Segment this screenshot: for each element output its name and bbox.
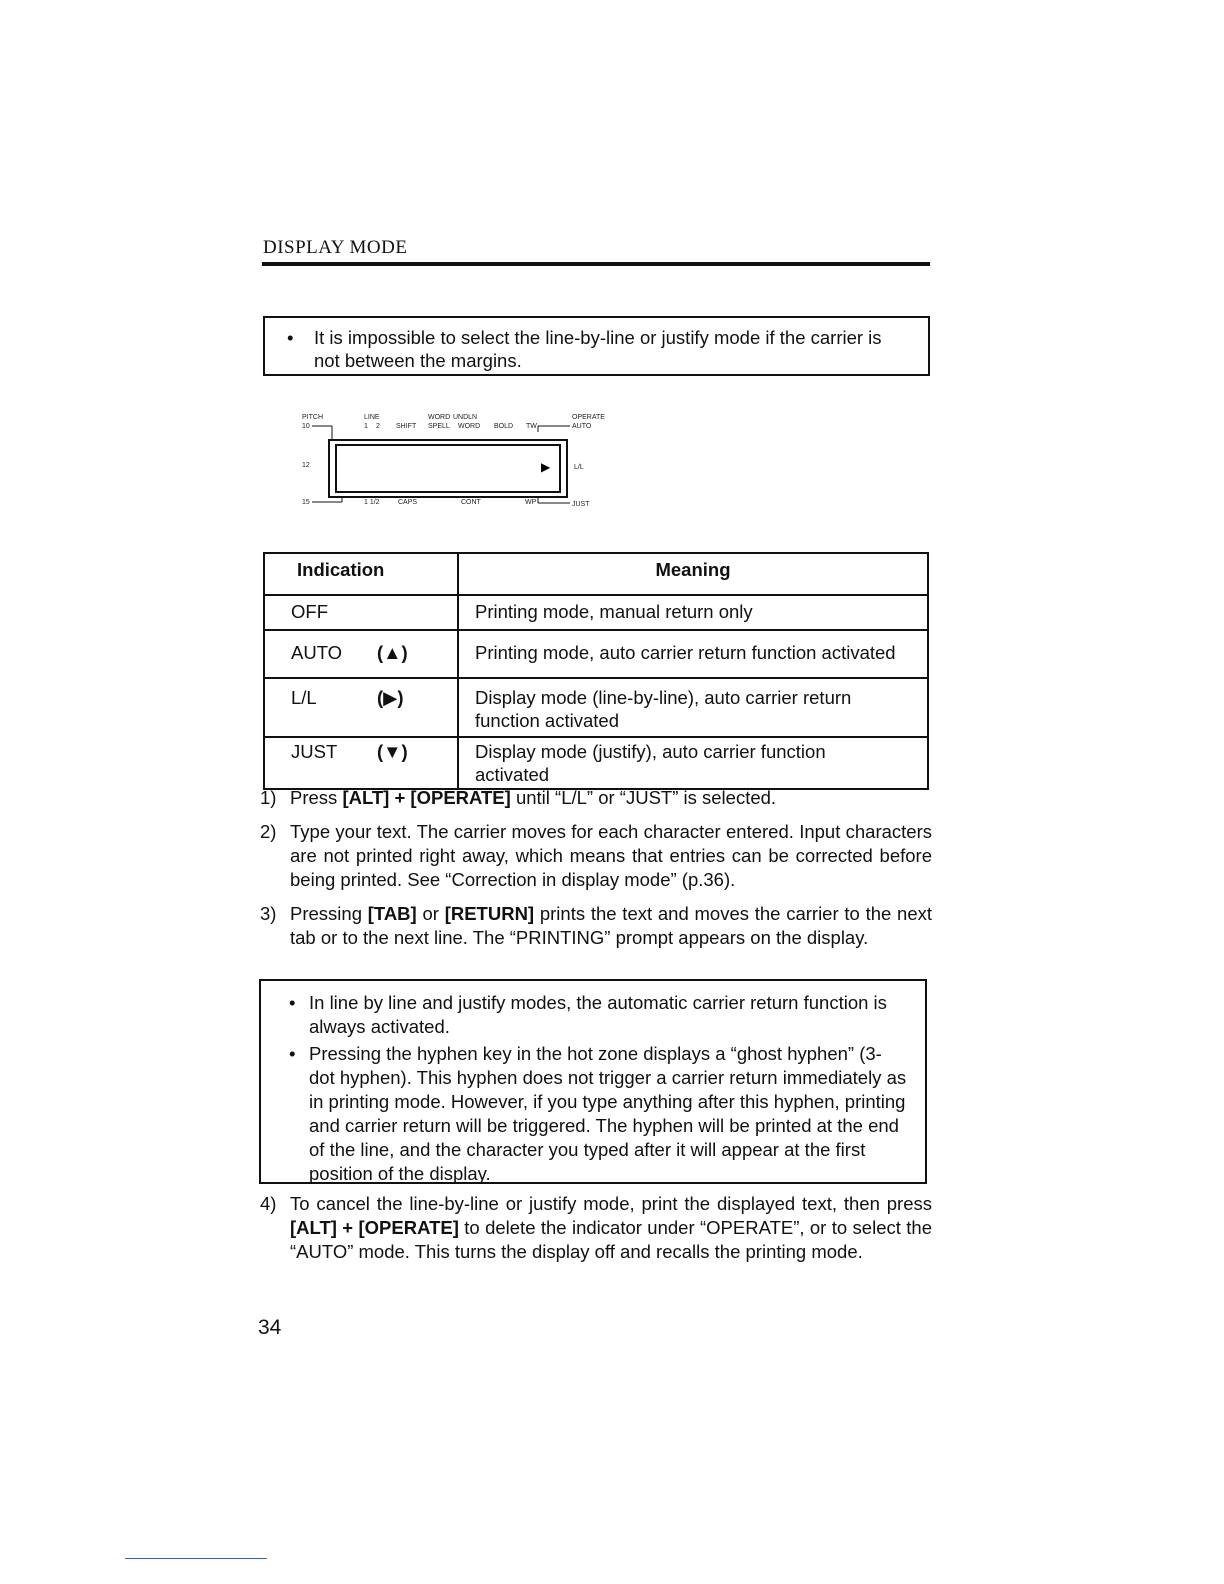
ll-triangle-icon: (▶): [377, 687, 404, 708]
indication-cell: [264, 595, 458, 630]
meaning-line: function activated: [475, 710, 619, 731]
step-text: Type your text. The carrier moves for each character entered. Input characters are not printed right away, which means that entries can be corrected before being printed. See “Correction in display mode” (p.36).: [290, 821, 932, 890]
note-item: [289, 991, 907, 1039]
panel-label-wp: WP: [525, 499, 537, 506]
panel-label-undln: UNDLN: [453, 414, 478, 421]
panel-label-auto: AUTO: [572, 423, 592, 430]
panel-label-shift: SHIFT: [396, 423, 417, 430]
bullet-icon: •: [287, 327, 294, 348]
meaning-line: Display mode (justify), auto carrier function: [475, 741, 826, 762]
table-row: [264, 678, 928, 737]
panel-label-cont: CONT: [461, 499, 481, 506]
panel-label-just: JUST: [572, 501, 590, 508]
bullet-icon: •: [289, 1043, 296, 1064]
indication-cell: [264, 678, 458, 737]
panel-label-bold: BOLD: [494, 423, 514, 430]
header-meaning: Meaning: [458, 553, 928, 595]
table-header-row: [264, 553, 928, 595]
panel-label-line: LINE: [364, 414, 380, 421]
step-number: 3): [260, 903, 277, 924]
header-rule: [262, 262, 930, 266]
display-screen: [328, 439, 568, 498]
step-text: until “L/L” or “JUST” is selected.: [510, 787, 777, 808]
indication-label: AUTO: [291, 642, 343, 663]
key-alt-operate: [ALT] + [OPERATE]: [290, 1217, 459, 1238]
panel-label-1: 1: [364, 423, 368, 430]
note-item: [287, 326, 916, 372]
panel-label-pitch: PITCH: [302, 414, 323, 421]
just-triangle-icon: (▼): [377, 741, 408, 762]
meaning-line: activated: [475, 764, 550, 785]
step-number: 1): [260, 787, 277, 808]
key-alt-operate: [ALT] + [OPERATE]: [342, 787, 511, 808]
meaning-cell: [458, 737, 928, 789]
steps-list-continued: [260, 1192, 932, 1274]
panel-label-15: 15: [302, 499, 310, 506]
indication-label: L/L: [291, 687, 317, 708]
display-screen-inner: [335, 444, 561, 493]
panel-label-operate: OPERATE: [572, 414, 605, 421]
indication-meaning-table: [263, 552, 929, 790]
indication-label: JUST: [291, 741, 338, 762]
meaning-line: Display mode (line-by-line), auto carrier return: [475, 687, 852, 708]
indication-label: OFF: [291, 601, 328, 622]
bullet-icon: •: [289, 992, 296, 1013]
step-text: Pressing: [290, 903, 368, 924]
panel-label-word: WORD: [428, 414, 451, 421]
panel-label-word2: WORD: [458, 423, 481, 430]
footer-rule: [125, 1558, 267, 1559]
step-1: [260, 786, 932, 810]
indication-cell: [264, 630, 458, 678]
note-box-margins: [263, 316, 930, 376]
meaning-cell: Printing mode, auto carrier return function activated: [458, 630, 928, 678]
panel-label-caps: CAPS: [398, 499, 418, 506]
note-box-display-modes: [259, 979, 927, 1184]
meaning-cell: Printing mode, manual return only: [458, 595, 928, 630]
note-line: not between the margins.: [314, 350, 522, 371]
key-return: [RETURN]: [444, 903, 535, 924]
meaning-cell: [458, 678, 928, 737]
step-number: 2): [260, 821, 277, 842]
step-2: [260, 820, 932, 892]
step-text: or: [416, 903, 445, 924]
note-item: [289, 1042, 907, 1186]
note-line: It is impossible to select the line-by-line or justify mode if the carrier is: [314, 327, 882, 348]
panel-label-1-1-2: 1 1/2: [364, 499, 380, 506]
panel-label-12: 12: [302, 462, 310, 469]
note-text: In line by line and justify modes, the automatic carrier return function is always activated.: [309, 992, 887, 1037]
table-row: [264, 630, 928, 678]
step-text: To cancel the line-by-line or justify mode, print the displayed text, then press: [290, 1193, 932, 1214]
step-text: prints the text and moves the carrier to the next tab or to the next line. The “PRINTING” prompt appears on the display.: [290, 903, 933, 948]
display-panel-diagram: [298, 410, 618, 515]
panel-label-10: 10: [302, 423, 310, 430]
step-text: Press: [290, 787, 343, 808]
section-title: DISPLAY MODE: [263, 237, 408, 258]
page-number: 34: [258, 1316, 282, 1339]
ll-indicator-icon: ▶: [541, 460, 551, 474]
table-row: [264, 595, 928, 630]
indication-cell: [264, 737, 458, 789]
table-row: [264, 737, 928, 789]
panel-label-2: 2: [376, 423, 380, 430]
note-text: Pressing the hyphen key in the hot zone displays a “ghost hyphen” (3-dot hyphen). This hyphen does not trigger a carrier return immediately as in printing mode. However, if you type anything after this hyphen, printing and carrier return will be triggered. The hyphen will be printed at the end of the line, and the character you typed after it will appear at the first position of the display.: [309, 1043, 907, 1184]
panel-label-tw: TW: [526, 423, 537, 430]
step-4: [260, 1192, 932, 1264]
key-tab: [TAB]: [367, 903, 417, 924]
step-text: to delete the indicator under “OPERATE”, or to select the “AUTO” mode. This turns the display off and recalls the printing mode.: [290, 1217, 932, 1262]
step-number: 4): [260, 1193, 277, 1214]
step-3: [260, 902, 932, 950]
panel-label-ll: L/L: [574, 464, 584, 471]
steps-list: [260, 786, 932, 960]
header-indication: Indication: [264, 553, 458, 595]
auto-triangle-icon: (▲): [377, 642, 408, 663]
panel-label-spell: SPELL: [428, 423, 450, 430]
